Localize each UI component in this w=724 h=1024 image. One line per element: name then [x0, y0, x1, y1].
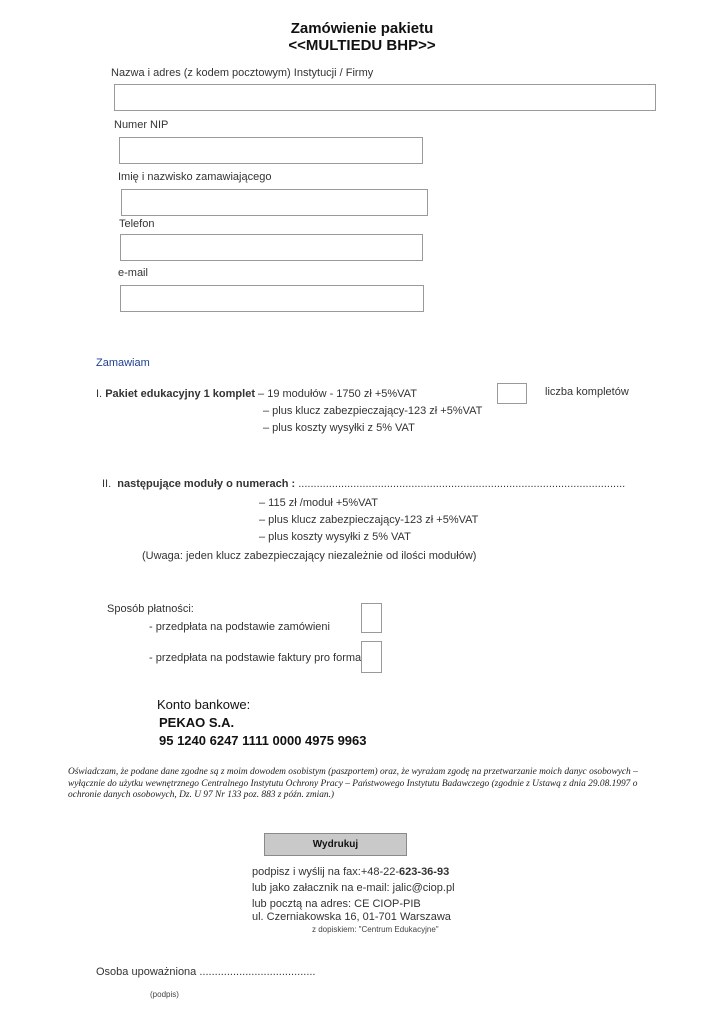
- payment-label: Sposób płatności:: [107, 603, 194, 615]
- option2-price-line: – 115 zł /moduł +5%VAT: [259, 497, 378, 509]
- page-title: Zamówienie pakietu: [290, 20, 434, 37]
- institution-label: Nazwa i adres (z kodem pocztowym) Instytucji / Firmy: [111, 67, 374, 79]
- option2-title: następujące moduły o numerach :: [117, 478, 296, 490]
- option1-roman: I.: [96, 388, 103, 400]
- option2-line: [102, 478, 625, 490]
- name-input[interactable]: [121, 189, 428, 216]
- kit-count-label: liczba kompletów: [545, 386, 629, 398]
- payment-option2-label: - przedpłata na podstawie faktury pro forma: [149, 652, 362, 664]
- payment-option1-checkbox[interactable]: [361, 603, 382, 633]
- bank-account: 95 1240 6247 1111 0000 4975 9963: [159, 733, 367, 748]
- option2-shipping-line: – plus koszty wysyłki z 5% VAT: [259, 531, 411, 543]
- fax-line: [252, 866, 449, 878]
- page-subtitle: <<MULTIEDU BHP>>: [288, 37, 436, 54]
- fax-number: 623-36-93: [399, 866, 450, 878]
- fax-prefix: podpisz i wyślij na fax:+48-22-: [252, 866, 400, 878]
- bank-name: PEKAO S.A.: [159, 715, 235, 730]
- institution-input[interactable]: [114, 84, 656, 111]
- payment-option2-checkbox[interactable]: [361, 641, 382, 673]
- name-label: Imię i nazwisko zamawiającego: [118, 171, 272, 183]
- email-label: e-mail: [118, 267, 148, 279]
- option1-title: Pakiet edukacyjny 1 komplet: [105, 388, 255, 400]
- kit-count-input[interactable]: [497, 383, 527, 404]
- print-button[interactable]: Wydrukuj: [264, 833, 407, 856]
- order-heading: Zamawiam: [96, 357, 150, 369]
- option2-note: (Uwaga: jeden klucz zabezpieczający niezależnie od ilości modułów): [142, 550, 477, 562]
- signature-sub: (podpis): [150, 990, 179, 999]
- payment-option1-label: - przedpłata na podstawie zamówieni: [149, 621, 330, 633]
- email-input[interactable]: [120, 285, 424, 312]
- address-line: ul. Czerniakowska 16, 01-701 Warszawa: [252, 911, 451, 923]
- signature-label: Osoba upoważniona ......................................: [96, 966, 316, 978]
- option2-key-line: – plus klucz zabezpieczający-123 zł +5%VAT: [259, 514, 479, 526]
- address-note: z dopiskiem: "Centrum Edukacyjne": [312, 925, 439, 934]
- option1-line: [96, 388, 417, 400]
- option1-price: – 19 modułów - 1750 zł +5%VAT: [254, 388, 417, 400]
- option1-key-line: – plus klucz zabezpieczający-123 zł +5%VAT: [263, 405, 483, 417]
- phone-label: Telefon: [119, 218, 155, 230]
- option1-shipping-line: – plus koszty wysyłki z 5% VAT: [263, 422, 415, 434]
- option2-roman: II.: [102, 478, 112, 490]
- option2-dots: ...........................................................................................................: [295, 478, 626, 490]
- email-contact-line: lub jako załacznik na e-mail: jalic@ciop.pl: [252, 882, 455, 894]
- nip-label: Numer NIP: [114, 119, 169, 131]
- declaration-text: Oświadczam, że podane dane zgodne są z moim dowodem osobistym (paszportem) oraz, że wyrażam zgodę na przetwarzanie moich danyc osobowych – wyłącznie do użytku wewnętrznego Centralnego Instytutu Ochrony Pracy – Państwowego Instytutu Badawczego (zgodnie z Ustawą z dnia 29.08.1997 o ochronie danych osobowych, Dz. U 97 Nr 133 poz. 883 z późn. zmian.): [68, 767, 638, 800]
- post-line: lub pocztą na adres: CE CIOP-PIB: [252, 898, 421, 910]
- phone-input[interactable]: [120, 234, 423, 261]
- bank-label: Konto bankowe:: [157, 697, 251, 712]
- nip-input[interactable]: [119, 137, 423, 164]
